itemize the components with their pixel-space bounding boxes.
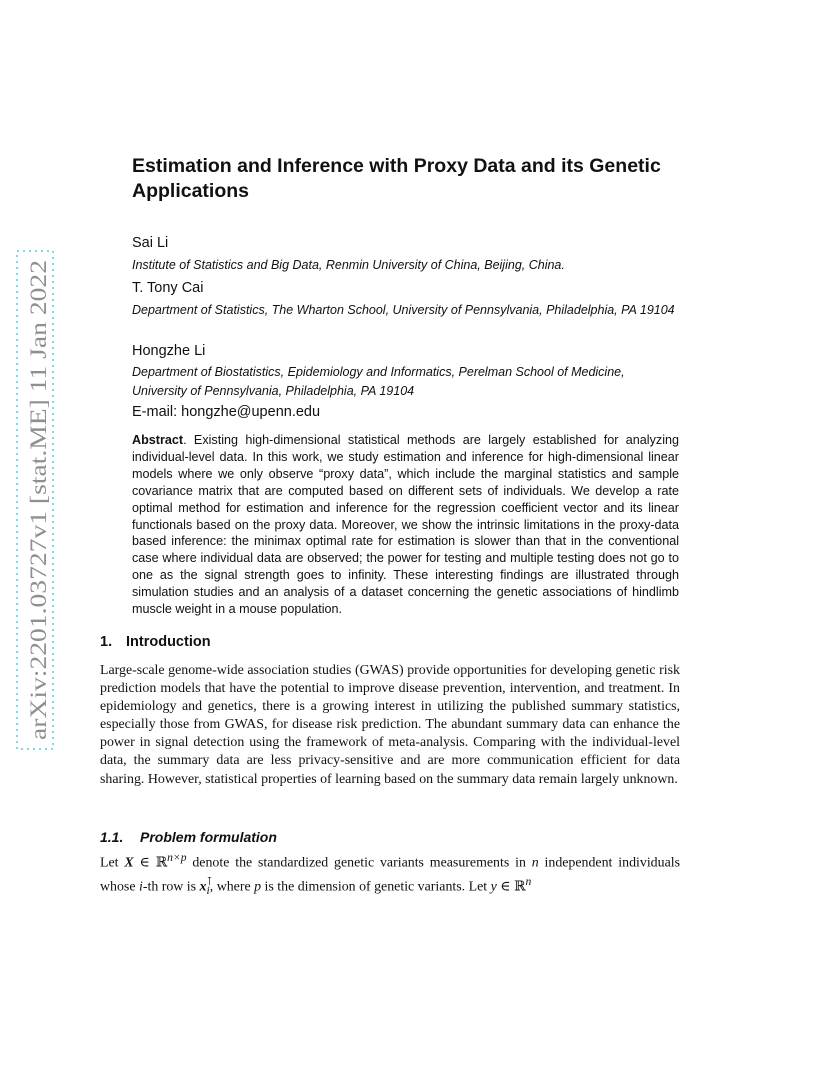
text-fragment: , where (209, 879, 255, 895)
text-fragment: is the dimension of genetic variants. Let (261, 879, 491, 895)
math-symbol: ∈ ℝ (496, 879, 526, 895)
math-superscript: ⊺ (206, 874, 213, 888)
math-symbol: X (124, 855, 134, 871)
math-symbol: x (199, 879, 207, 895)
abstract-text: . Existing high-dimensional statistical methods are largely established for analyzing individual-level data. In this work, we study estimation and inference for high-dimensional linear models where we only observe “proxy data”, which include the marginal statistics and sample covariance matrix that are computed based on different sets of individuals. We develop a rate optimal method for estimation and inference for the regression coefficient vector and its linear functionals based on the proxy data. Moreover, we show the intrinsic limitations in the proxy-data based inference: the minimax optimal rate for estimation is slower than that in the conventional case where individual data are observed; the power for testing and multiple testing does not go to one as the signal strength goes to infinity. These interesting findings are illustrated through simulation studies and an analysis of a dataset concerning the genetic associations of hindlimb muscle weight in a mouse population. (132, 433, 679, 617)
abstract (132, 432, 679, 618)
arxiv-stamp (16, 250, 54, 750)
math-superscript: n×p (167, 851, 187, 864)
text-fragment: -th row is (142, 879, 200, 895)
author-name: Hongzhe Li (132, 343, 206, 359)
section-title: Introduction (126, 634, 211, 650)
arxiv-stamp-text: arXiv:2201.03727v1 [stat.ME] 11 Jan 2022 (26, 339, 51, 740)
author-affiliation: Department of Biostatistics, Epidemiology and Informatics, Perelman School of Medicine, University of Pennsylvania, Philadelphia, PA 19104 (132, 365, 625, 398)
math-symbol: ∈ ℝ (133, 855, 168, 871)
math-symbol: p (254, 879, 262, 895)
math-symbol: y (490, 879, 497, 895)
subsection-title: Problem formulation (140, 829, 277, 845)
formulation-paragraph (100, 849, 680, 900)
text-fragment: independent (538, 855, 613, 871)
author-name: T. Tony Cai (132, 280, 204, 296)
text-fragment: Let (100, 855, 119, 871)
math-superscript: n (525, 874, 532, 888)
section-number: 1. (100, 634, 113, 650)
subsection-heading (100, 829, 277, 845)
abstract-label: Abstract (132, 433, 184, 447)
math-symbol: n (531, 855, 539, 871)
text-fragment: denote the standardized genetic variants measurements in (186, 855, 532, 871)
contact-email: E-mail: hongzhe@upenn.edu (132, 404, 321, 420)
section-heading (100, 634, 211, 650)
author-affiliation: Institute of Statistics and Big Data, Renmin University of China, Beijing, China. (132, 258, 565, 272)
author-affiliation: Department of Statistics, The Wharton School, University of Pennsylvania, Philadelphia, PA 19104 (132, 303, 675, 317)
math-symbol: i (138, 879, 143, 895)
author-name: Sai Li (132, 235, 169, 251)
text-fragment: individuals whose (100, 855, 681, 895)
intro-paragraph: Large-scale genome-wide association studies (GWAS) provide opportunities for developing genetic risk prediction models that have the potential to improve disease prevention, intervention, and treatment. In epidemiology and genetics, there is a growing interest in utilizing the published summary statistics, especially those from GWAS, for disease risk prediction. The abundant summary data can enhance the power in signal detection using the framework of meta-analysis. Comparing with the individual-level data, the summary data are less privacy-sensitive and are more communication efficient for data sharing. However, statistical properties of learning based on the summary data remain largely unknown. (100, 663, 680, 787)
math-subscript: i (206, 884, 210, 898)
subsection-number: 1.1. (100, 829, 124, 845)
paper-title: Estimation and Inference with Proxy Data and its Genetic Applications (132, 155, 661, 202)
